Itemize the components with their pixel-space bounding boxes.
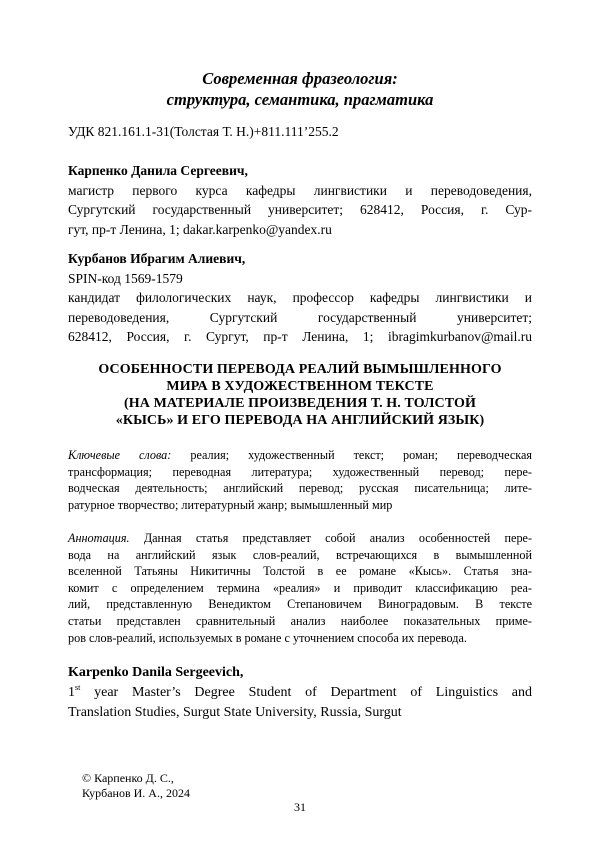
- copyright-line: © Карпенко Д. С.,: [82, 771, 174, 785]
- abstract-line: комит с определением термина «реалия» и приводит классификацию реа-: [68, 580, 532, 595]
- keywords-text: реалия; художественный текст; роман; переводческая: [190, 448, 533, 462]
- keywords-line: водческая деятельность; английский перевод; русская писательница; лите-: [68, 481, 532, 496]
- english-affiliation-text: year Master’s Degree Student of Department of Linguistics and: [80, 685, 532, 700]
- header-line-1: Современная фразеология:: [202, 69, 398, 88]
- title-line: «КЫСЬ» И ЕГО ПЕРЕВОДА НА АНГЛИЙСКИЙ ЯЗЫК): [115, 413, 485, 428]
- keywords-label: Ключевые слова:: [68, 448, 172, 462]
- author-2-line: SPIN-код 1569-1579: [68, 270, 183, 286]
- title-line: (НА МАТЕРИАЛЕ ПРОИЗВЕДЕНИЯ Т. Н. ТОЛСТОЙ: [124, 396, 476, 411]
- english-affiliation-line-1: [68, 683, 532, 703]
- copyright-line: Курбанов И. А., 2024: [82, 786, 190, 800]
- abstract-line: статьи представлен сравнительный анализ наиболее показательных приме-: [68, 613, 532, 628]
- keywords-line: трансформация; переводная литература; художественный перевод; пере-: [68, 464, 532, 479]
- ordinal-number: 1: [68, 685, 75, 700]
- abstract-line: лий, представленную Венедиктом Степановичем Виноградовым. В тексте: [68, 597, 532, 612]
- author-1-line: магистр первого курса кафедры лингвистики и переводоведения,: [68, 182, 532, 198]
- page-number: 31: [294, 800, 306, 814]
- abstract-line-1: [68, 530, 532, 547]
- running-header: [68, 68, 532, 110]
- article-title: [68, 361, 532, 429]
- title-line: ОСОБЕННОСТИ ПЕРЕВОДА РЕАЛИЙ ВЫМЫШЛЕННОГО: [98, 362, 502, 377]
- abstract-block: [68, 530, 532, 646]
- title-line: МИРА В ХУДОЖЕСТВЕННОМ ТЕКСТЕ: [166, 379, 434, 394]
- author-2-line: переводоведения, Сургутский государственный университет;: [68, 309, 532, 325]
- author-1-block: [68, 161, 532, 239]
- author-1-name: Карпенко Данила Сергеевич,: [68, 163, 248, 178]
- author-2-line: кандидат филологических наук, профессор кафедры лингвистики и: [68, 290, 532, 305]
- english-author-name: Karpenko Danila Sergeevich,: [68, 665, 244, 680]
- abstract-line: вода на английский язык слов-реалий, встречающихся в вымышленной: [68, 547, 532, 562]
- author-2-block: [68, 249, 532, 347]
- copyright-notice: [82, 771, 190, 801]
- keywords-block: [68, 447, 532, 513]
- author-2-line: 628412, Россия, г. Сургут, пр-т Ленина, 1; ibragimkurbanov@mail.ru: [68, 329, 532, 344]
- author-2-name: Курбанов Ибрагим Алиевич,: [68, 251, 246, 266]
- english-author-block: [68, 663, 532, 723]
- author-1-line: гут, пр-т Ленина, 1; dakar.karpenko@yandex.ru: [68, 221, 332, 237]
- abstract-line: вселенной Татьяны Никитичны Толстой в ее романе «Кысь». Статья зна-: [68, 564, 532, 579]
- abstract-label: Аннотация.: [68, 531, 130, 545]
- udk-code: УДК 821.161.1-31(Толстая Т. Н.)+811.111’255.2: [68, 124, 339, 139]
- author-1-line: Сургутский государственный университет; 628412, Россия, г. Сур-: [68, 202, 532, 217]
- ordinal-suffix: st: [75, 683, 81, 692]
- keywords-line: ратурное творчество; литературный жанр; вымышленный мир: [68, 497, 393, 512]
- english-affiliation-line-2: Translation Studies, Surgut State University, Russia, Surgut: [68, 705, 402, 720]
- abstract-line: ров слов-реалий, используемых в романе с уточнением способа их перевода.: [68, 630, 467, 645]
- header-line-2: структура, семантика, прагматика: [166, 90, 434, 109]
- keywords-line-1: [68, 447, 532, 464]
- abstract-text: Данная статья представляет собой анализ особенностей пере-: [143, 531, 533, 545]
